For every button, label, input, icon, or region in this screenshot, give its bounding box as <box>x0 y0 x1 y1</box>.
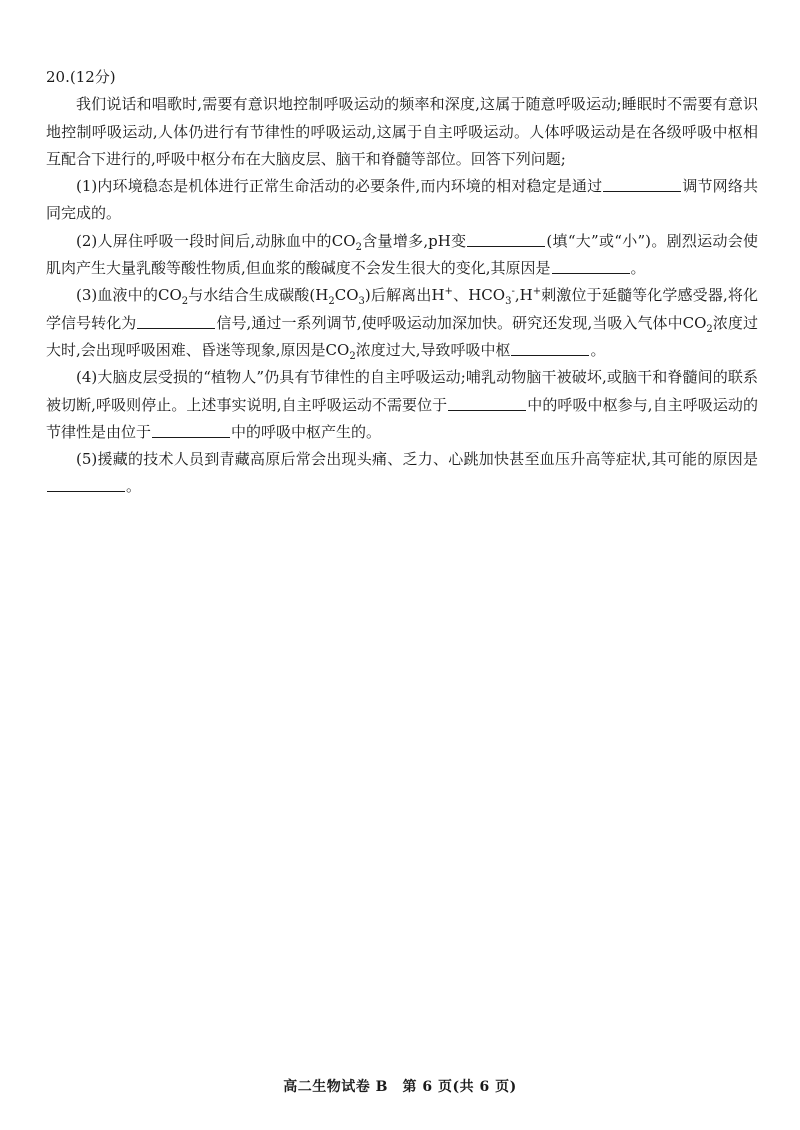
q1-text-b: 调节网络共同完成的。 <box>46 177 758 223</box>
q3-superscript-e: + <box>532 286 542 298</box>
answer-blank-q5[interactable] <box>47 476 125 492</box>
q2-text-b: 含量增多,pH变 <box>361 231 467 250</box>
question-intro <box>46 91 758 173</box>
q4-text-a: (4)大脑皮层受损的“植物人”仍具有节律性的自主呼吸运动;哺乳动物脑干被破坏,或脑干和脊髓间的联系被切断,呼吸则停止。上述事实说明,自主呼吸运动不需要位于 <box>46 368 758 414</box>
question-number-score: 20.(12分) <box>46 68 116 86</box>
page-footer <box>0 1076 800 1096</box>
q2-subscript: 2 <box>355 241 362 253</box>
answer-blank-q2-1[interactable] <box>467 231 545 247</box>
q3-superscript-c: + <box>444 286 453 298</box>
q3-subscript-d: 3 <box>505 296 512 308</box>
q3-subscript-b1: 2 <box>328 296 335 308</box>
q2-text-c: (填“大”或“小”)。剧烈运动会使肌肉产生大量乳酸等酸性物质,但血浆的酸碱度不会发生很大的变化,其原因是 <box>46 231 759 278</box>
q3-text-f: 刺激位于延髓等化学感受器,将化学信号转化为 <box>46 286 759 332</box>
q3-subscript-g: 2 <box>706 323 713 335</box>
answer-blank-q1[interactable] <box>603 176 681 192</box>
answer-blank-q4-2[interactable] <box>152 422 230 438</box>
q3-text-b-mid: CO <box>334 286 359 305</box>
sub-question-1 <box>46 173 758 228</box>
q3-text-e: ,H <box>514 286 533 305</box>
footer-text: 高二生物试卷 B 第 6 页(共 6 页) <box>283 1079 517 1095</box>
q4-text-c: 中的呼吸中枢产生的。 <box>231 422 382 441</box>
q3-subscript-b2: 3 <box>358 296 365 308</box>
q2-text-a: (2)人屏住呼吸一段时间后,动脉血中的CO <box>76 231 356 250</box>
question-20 <box>46 64 758 501</box>
q3-text-j: 。 <box>590 340 606 359</box>
answer-blank-q4-1[interactable] <box>448 395 526 411</box>
q2-text-d: 。 <box>630 259 646 278</box>
sub-question-2 <box>46 228 758 283</box>
q3-text-b: 与水结合生成碳酸(H <box>188 286 329 305</box>
q5-text-a: (5)援藏的技术人员到青藏高原后常会出现头痛、乏力、心跳加快甚至血压升高等症状,其可能的原因是 <box>76 450 758 469</box>
sub-question-4 <box>46 364 758 446</box>
q4-text-b: 中的呼吸中枢参与,自主呼吸运动的节律性是由位于 <box>46 395 758 441</box>
answer-blank-q2-2[interactable] <box>552 258 630 274</box>
q3-text-i: 浓度过大,导致呼吸中枢 <box>355 340 511 359</box>
q3-superscript-d: - <box>511 286 515 298</box>
answer-blank-q3-2[interactable] <box>511 340 589 356</box>
q5-text-b: 。 <box>126 477 142 496</box>
intro-text: 我们说话和唱歌时,需要有意识地控制呼吸运动的频率和深度,这属于随意呼吸运动;睡眠时不需要有意识地控制呼吸运动,人体仍进行有节律性的呼吸运动,这属于自主呼吸运动。人体呼吸运动是在各级呼吸中枢相互配合下进行的,呼吸中枢分布在大脑皮层、脑干和脊髓等部位。回答下列问题; <box>46 95 758 168</box>
answer-blank-q3-1[interactable] <box>137 313 215 329</box>
q3-text-g: 信号,通过一系列调节,使呼吸运动加深加快。研究还发现,当吸入气体中CO <box>216 313 707 332</box>
q3-text-h: 浓度过大时,会出现呼吸困难、昏迷等现象,原因是CO <box>46 313 758 359</box>
question-header <box>46 64 758 91</box>
q3-text-d: 、HCO <box>452 286 506 305</box>
sub-question-3 <box>46 282 758 364</box>
sub-question-5 <box>46 446 758 501</box>
q3-text-a: (3)血液中的CO <box>76 286 182 305</box>
q1-text-a: (1)内环境稳态是机体进行正常生命活动的必要条件,而内环境的相对稳定是通过 <box>76 177 603 196</box>
q3-subscript-a: 2 <box>181 296 189 308</box>
q3-subscript-h: 2 <box>349 350 356 362</box>
q3-text-c: )后解离出H <box>364 286 445 305</box>
